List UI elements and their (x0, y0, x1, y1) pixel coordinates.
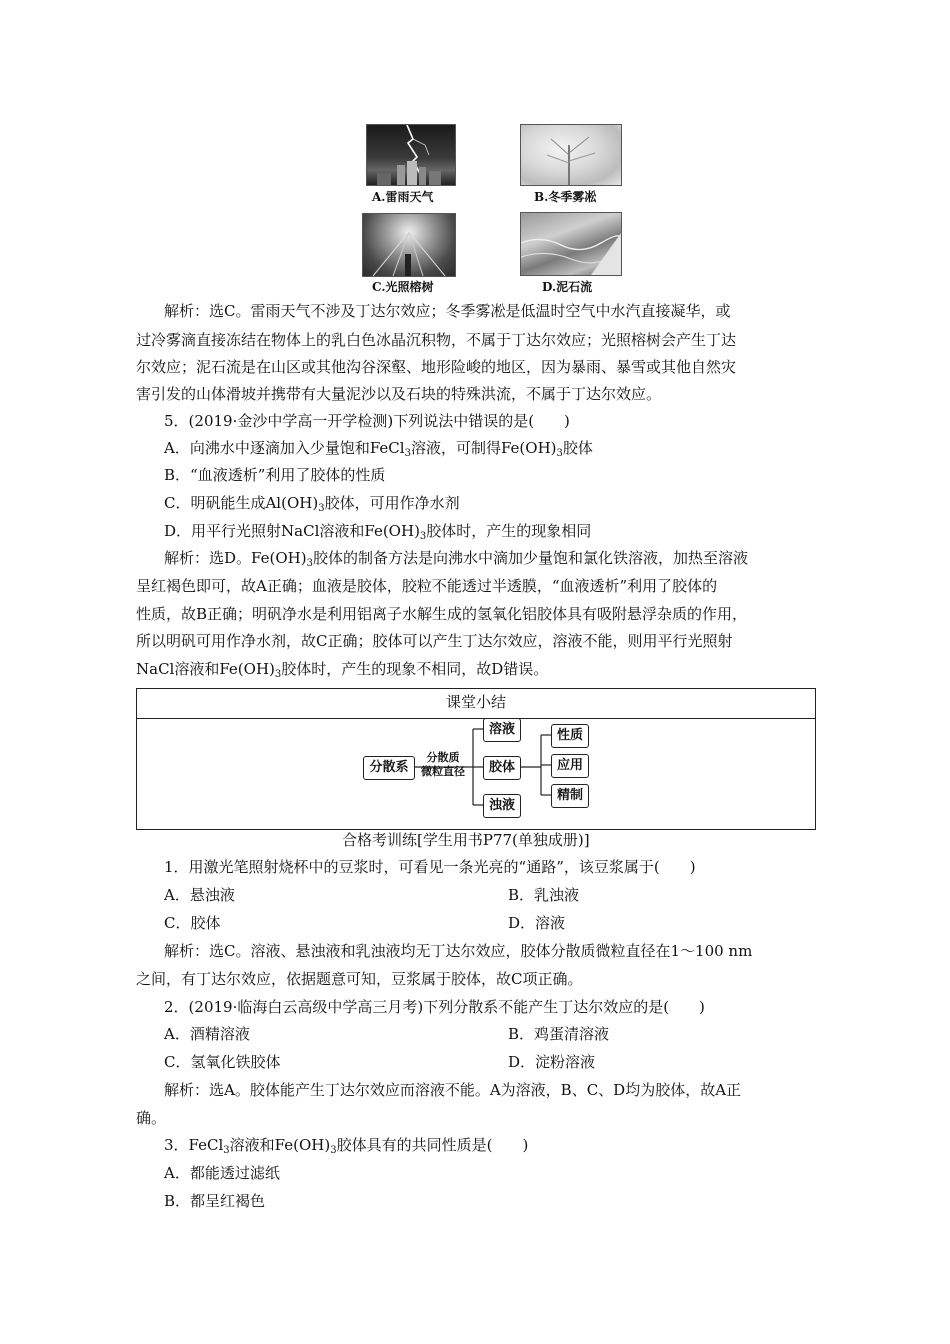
summary-connectors (137, 689, 815, 829)
tree-rays-icon (363, 214, 455, 276)
muddy-water-icon (521, 213, 621, 275)
training-2-option-d: D．淀粉溶液 (508, 1053, 596, 1071)
thunderstorm-image (366, 124, 456, 186)
image-caption-a: A.雷雨天气 (372, 190, 434, 204)
image-caption-d: D.泥石流 (542, 280, 593, 294)
training-1-option-b: B．乳浊液 (508, 886, 580, 904)
banyan-image (362, 213, 456, 277)
training-2-option-b: B．鸡蛋清溶液 (508, 1025, 610, 1043)
node-property: 性质 (551, 724, 589, 748)
node-purification: 精制 (551, 784, 589, 808)
training-2-option-a: A．酒精溶液 (164, 1025, 250, 1043)
frosted-tree-icon (521, 125, 621, 185)
node-solution: 溶液 (483, 718, 521, 742)
analysis-q5-line: 所以明矾可用作净水剂，故C正确；胶体可以产生丁达尔效应，溶液不能，则用平行光照射 (136, 632, 733, 650)
question-5-option-d: D．用平行光照射NaCl溶液和$Fe(OH)_3$胶体时，产生的现象相同 (164, 522, 592, 542)
node-suspension: 浊液 (483, 794, 521, 818)
summary-title: 课堂小结 (445, 693, 506, 711)
question-5-option-c: C．明矾能生成$Al(OH)_3$胶体，可用作净水剂 (164, 494, 460, 514)
training-3-option-a: A．都能透过滤纸 (164, 1164, 280, 1182)
question-5-option-b: B．“血液透析”利用了胶体的性质 (164, 466, 386, 484)
analysis-q5-line: 呈红褐色即可，故A正确；血液是胶体，胶粒不能透过半透膜，“血液透析”利用了胶体的 (136, 577, 718, 595)
training-2-option-c: C．氢氧化铁胶体 (164, 1053, 281, 1071)
edge-label-dispersed-phase: 分散质 微粒直径 (421, 751, 465, 778)
training-2-stem: 2．(2019·临海白云高级中学高三月考)下列分散系不能产生丁达尔效应的是( ) (164, 998, 705, 1016)
node-application: 应用 (551, 754, 589, 778)
mudslide-image (520, 212, 622, 276)
analysis-q4-line: 害引发的山体滑坡并携带有大量泥沙以及石块的特殊洪流，不属于丁达尔效应。 (136, 385, 662, 403)
analysis-q5-line: 性质，故B正确；明矾净水是利用铝离子水解生成的氢氧化铝胶体具有吸附悬浮杂质的作用， (136, 605, 748, 623)
training-1-analysis: 解析：选C。溶液、悬浊液和乳浊液均无丁达尔效应，胶体分散质微粒直径在1～100 nm (164, 942, 753, 960)
node-dispersion-system: 分散系 (363, 756, 415, 780)
lightning-icon (367, 125, 455, 185)
training-1-stem: 1．用激光笔照射烧杯中的豆浆时，可看见一条光亮的“通路”，该豆浆属于( ) (164, 858, 696, 876)
training-2-analysis: 解析：选A。胶体能产生丁达尔效应而溶液不能。A为溶液，B、C、D均为胶体，故A正 (164, 1081, 742, 1099)
frost-image (520, 124, 622, 186)
analysis-q4-line: 过冷雾滴直接冻结在物体上的乳白色冰晶沉积物，不属于丁达尔效应；光照榕树会产生丁达 (136, 331, 737, 349)
summary-box (136, 688, 816, 830)
image-caption-b: B.冬季雾凇 (534, 190, 597, 204)
question-5-option-a: A．向沸水中逐滴加入少量饱和FeCl$_3$溶液，可制得$Fe(OH)_3$胶体 (164, 439, 593, 459)
analysis-q5-line: NaCl溶液和$Fe(OH)_3$胶体时，产生的现象不相同，故D错误。 (136, 660, 549, 680)
analysis-q4-line: 尔效应；泥石流是在山区或其他沟谷深壑、地形险峻的地区，因为暴雨、暴雪或其他自然灾 (136, 358, 737, 376)
training-1-option-c: C．胶体 (164, 914, 221, 932)
analysis-q5-line: 解析：选D。$Fe(OH)_3$胶体的制备方法是向沸水中滴加少量饱和氯化铁溶液，加热至溶液 (164, 549, 748, 569)
training-2-analysis: 确。 (136, 1109, 167, 1127)
node-colloid: 胶体 (483, 756, 521, 780)
analysis-q4-line: 解析：选C。雷雨天气不涉及丁达尔效应；冬季雾凇是低温时空气中水汽直接凝华，或 (164, 302, 731, 320)
training-header: 合格考训练[学生用书P77(单独成册)] (342, 831, 590, 849)
training-1-analysis: 之间，有丁达尔效应，依据题意可知，豆浆属于胶体，故C项正确。 (136, 970, 583, 988)
training-3-option-b: B．都呈红褐色 (164, 1192, 266, 1210)
image-caption-c: C.光照榕树 (372, 280, 434, 294)
training-3-stem: 3．FeCl$_3$溶液和$Fe(OH)_3$胶体具有的共同性质是( ) (164, 1136, 529, 1156)
question-5-stem: 5．(2019·金沙中学高一开学检测)下列说法中错误的是( ) (164, 412, 570, 430)
training-1-option-a: A．悬浊液 (164, 886, 235, 904)
training-1-option-d: D．溶液 (508, 914, 566, 932)
